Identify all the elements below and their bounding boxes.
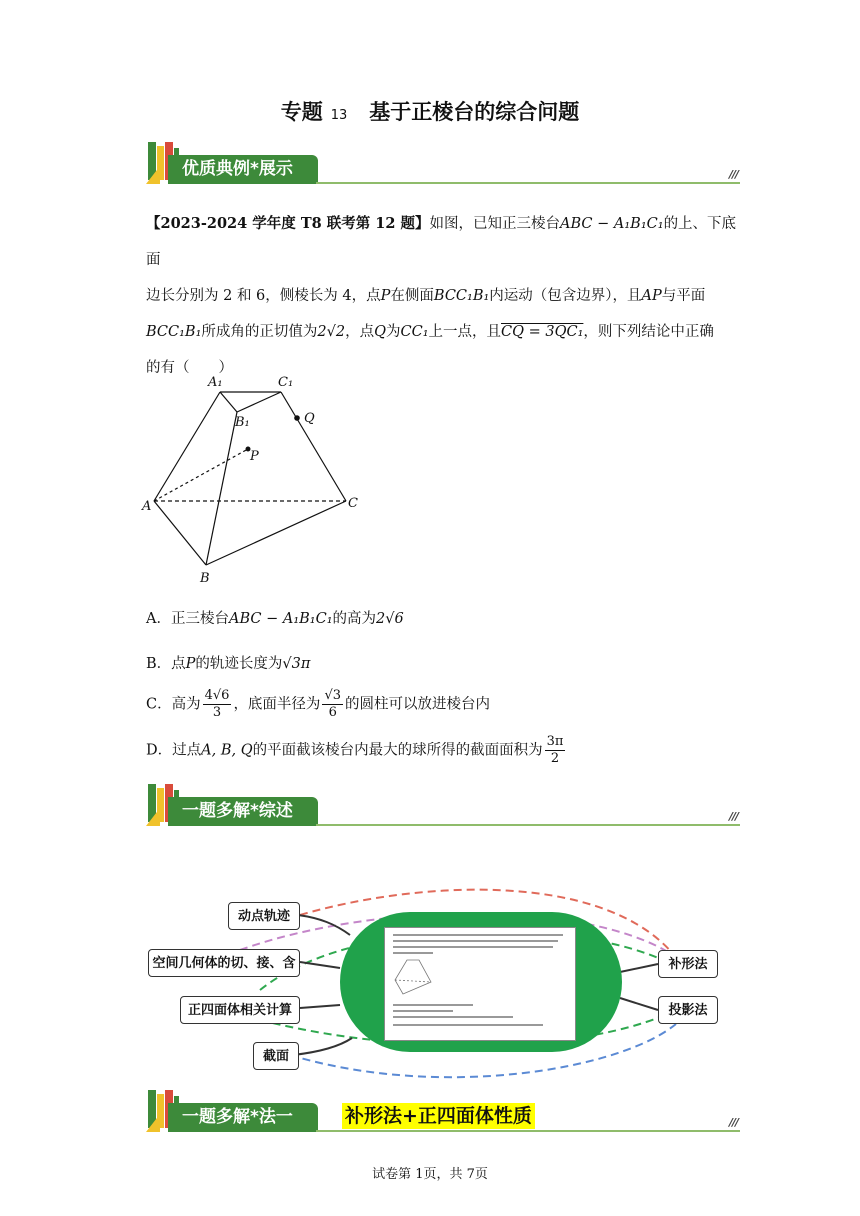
mind-map: [0, 860, 860, 1090]
label-p: P: [250, 449, 259, 464]
math-ap: AP: [641, 288, 662, 304]
section-banner-method1: [146, 1088, 740, 1136]
math-q: Q: [374, 324, 386, 340]
frustum-figure: [140, 370, 370, 590]
banner-slashes: ///: [728, 1116, 738, 1129]
text-run: 的圆柱可以放进棱台内: [345, 696, 490, 713]
frac-den: 2: [550, 751, 560, 766]
option-c: [146, 688, 490, 721]
banner-label: 一题多解*综述: [168, 797, 318, 826]
problem-thumbnail: [384, 927, 576, 1041]
math-face: BCC₁B₁: [146, 324, 202, 340]
mindmap-right-1: 补形法: [658, 950, 718, 978]
text-run: 所成角的正切值为: [201, 324, 318, 340]
math-face: BCC₁B₁: [433, 288, 490, 304]
text-run: 上一点，且: [428, 324, 502, 340]
text-run: 正三棱台: [170, 611, 229, 627]
text-run: ，则下列结论中正确: [583, 324, 714, 340]
label-q: Q: [304, 411, 315, 426]
frac-den: 6: [328, 705, 337, 720]
option-letter: B．: [146, 656, 172, 672]
problem-source: 【2023-2024 学年度 T8 联考第 12 题】: [146, 215, 430, 232]
text-run: 点: [171, 656, 186, 672]
label-b1: B₁: [235, 415, 250, 430]
page-title: [0, 96, 860, 126]
math-points: A, B, Q: [201, 742, 253, 759]
text-run: 的平面截该棱台内最大的球所得的截面面积为: [252, 742, 543, 759]
banner-slashes: ///: [728, 168, 738, 181]
label-a1: A₁: [208, 375, 223, 390]
math-p: P: [185, 656, 196, 672]
option-a: [146, 607, 404, 628]
option-letter: D．: [146, 742, 173, 759]
frac-num: 3π: [546, 734, 564, 749]
banner-rule: [316, 824, 740, 826]
text-run: 边长分别为 2 和 6，侧棱长为 4，点: [146, 288, 381, 304]
math-p: P: [380, 288, 391, 304]
math-tan: 2√2: [317, 324, 346, 340]
title-text: 基于正棱台的综合问题: [369, 100, 580, 124]
banner-label: 一题多解*法一: [168, 1103, 318, 1132]
frac-num: 4√6: [204, 688, 230, 703]
fraction-height: [203, 688, 232, 721]
label-c1: C₁: [278, 375, 294, 390]
label-b: B: [200, 571, 210, 586]
text-run: 在侧面: [390, 288, 434, 304]
title-prefix: 专题: [280, 100, 323, 124]
option-b: [146, 652, 310, 673]
text-run: 的上、下底面: [146, 216, 737, 268]
fraction-radius: [322, 688, 343, 721]
mindmap-left-2: 空间几何体的切、接、含: [148, 949, 300, 977]
math-value: √3π: [282, 656, 311, 672]
problem-text: [146, 206, 746, 386]
text-run: 的高为: [332, 611, 377, 627]
math-cc1: CC₁: [400, 324, 429, 340]
thumbnail-content: [385, 928, 575, 1040]
page-footer: 试卷第 1页，共 7页: [372, 1167, 488, 1182]
math-vector: CQ = 3QC₁: [501, 324, 584, 340]
mindmap-left-3: 正四面体相关计算: [180, 996, 300, 1024]
banner-rule: [316, 182, 740, 184]
method-highlight: 补形法+正四面体性质: [342, 1103, 535, 1129]
banner-label: 优质典例*展示: [168, 155, 318, 184]
option-d: [146, 734, 567, 767]
section-banner-example: [146, 140, 740, 188]
mindmap-left-4: 截面: [253, 1042, 299, 1070]
mindmap-left-1: 动点轨迹: [228, 902, 300, 930]
option-letter: A．: [146, 611, 171, 627]
label-c: C: [348, 496, 358, 511]
text-run: 的有（ ）: [146, 360, 233, 376]
text-run: ，点: [345, 324, 375, 340]
text-run: 高为: [171, 696, 201, 713]
text-run: 内运动（包含边界），且: [489, 288, 642, 304]
frac-den: 3: [212, 705, 222, 720]
title-number: 13: [330, 108, 348, 123]
banner-rule: [316, 1130, 740, 1132]
mindmap-right-2: 投影法: [658, 996, 718, 1024]
math-frustum: ABC − A₁B₁C₁: [560, 216, 664, 232]
math-value: 2√6: [376, 611, 404, 627]
frac-num: √3: [324, 688, 341, 703]
text-run: ，底面半径为: [233, 696, 321, 713]
banner-slashes: ///: [728, 810, 738, 823]
text-run: 与平面: [661, 288, 706, 304]
section-banner-summary: [146, 782, 740, 830]
point-q: [294, 415, 300, 421]
text-run: 为: [386, 324, 401, 340]
label-a: A: [142, 499, 152, 514]
method-heading: [342, 1101, 535, 1128]
text-run: 过点: [172, 742, 202, 759]
math-frustum: ABC − A₁B₁C₁: [228, 611, 333, 627]
text-run: 的轨迹长度为: [195, 656, 283, 672]
fraction-area: [545, 734, 566, 767]
option-letter: C．: [146, 696, 172, 713]
text-run: 如图，已知正三棱台: [429, 216, 561, 232]
